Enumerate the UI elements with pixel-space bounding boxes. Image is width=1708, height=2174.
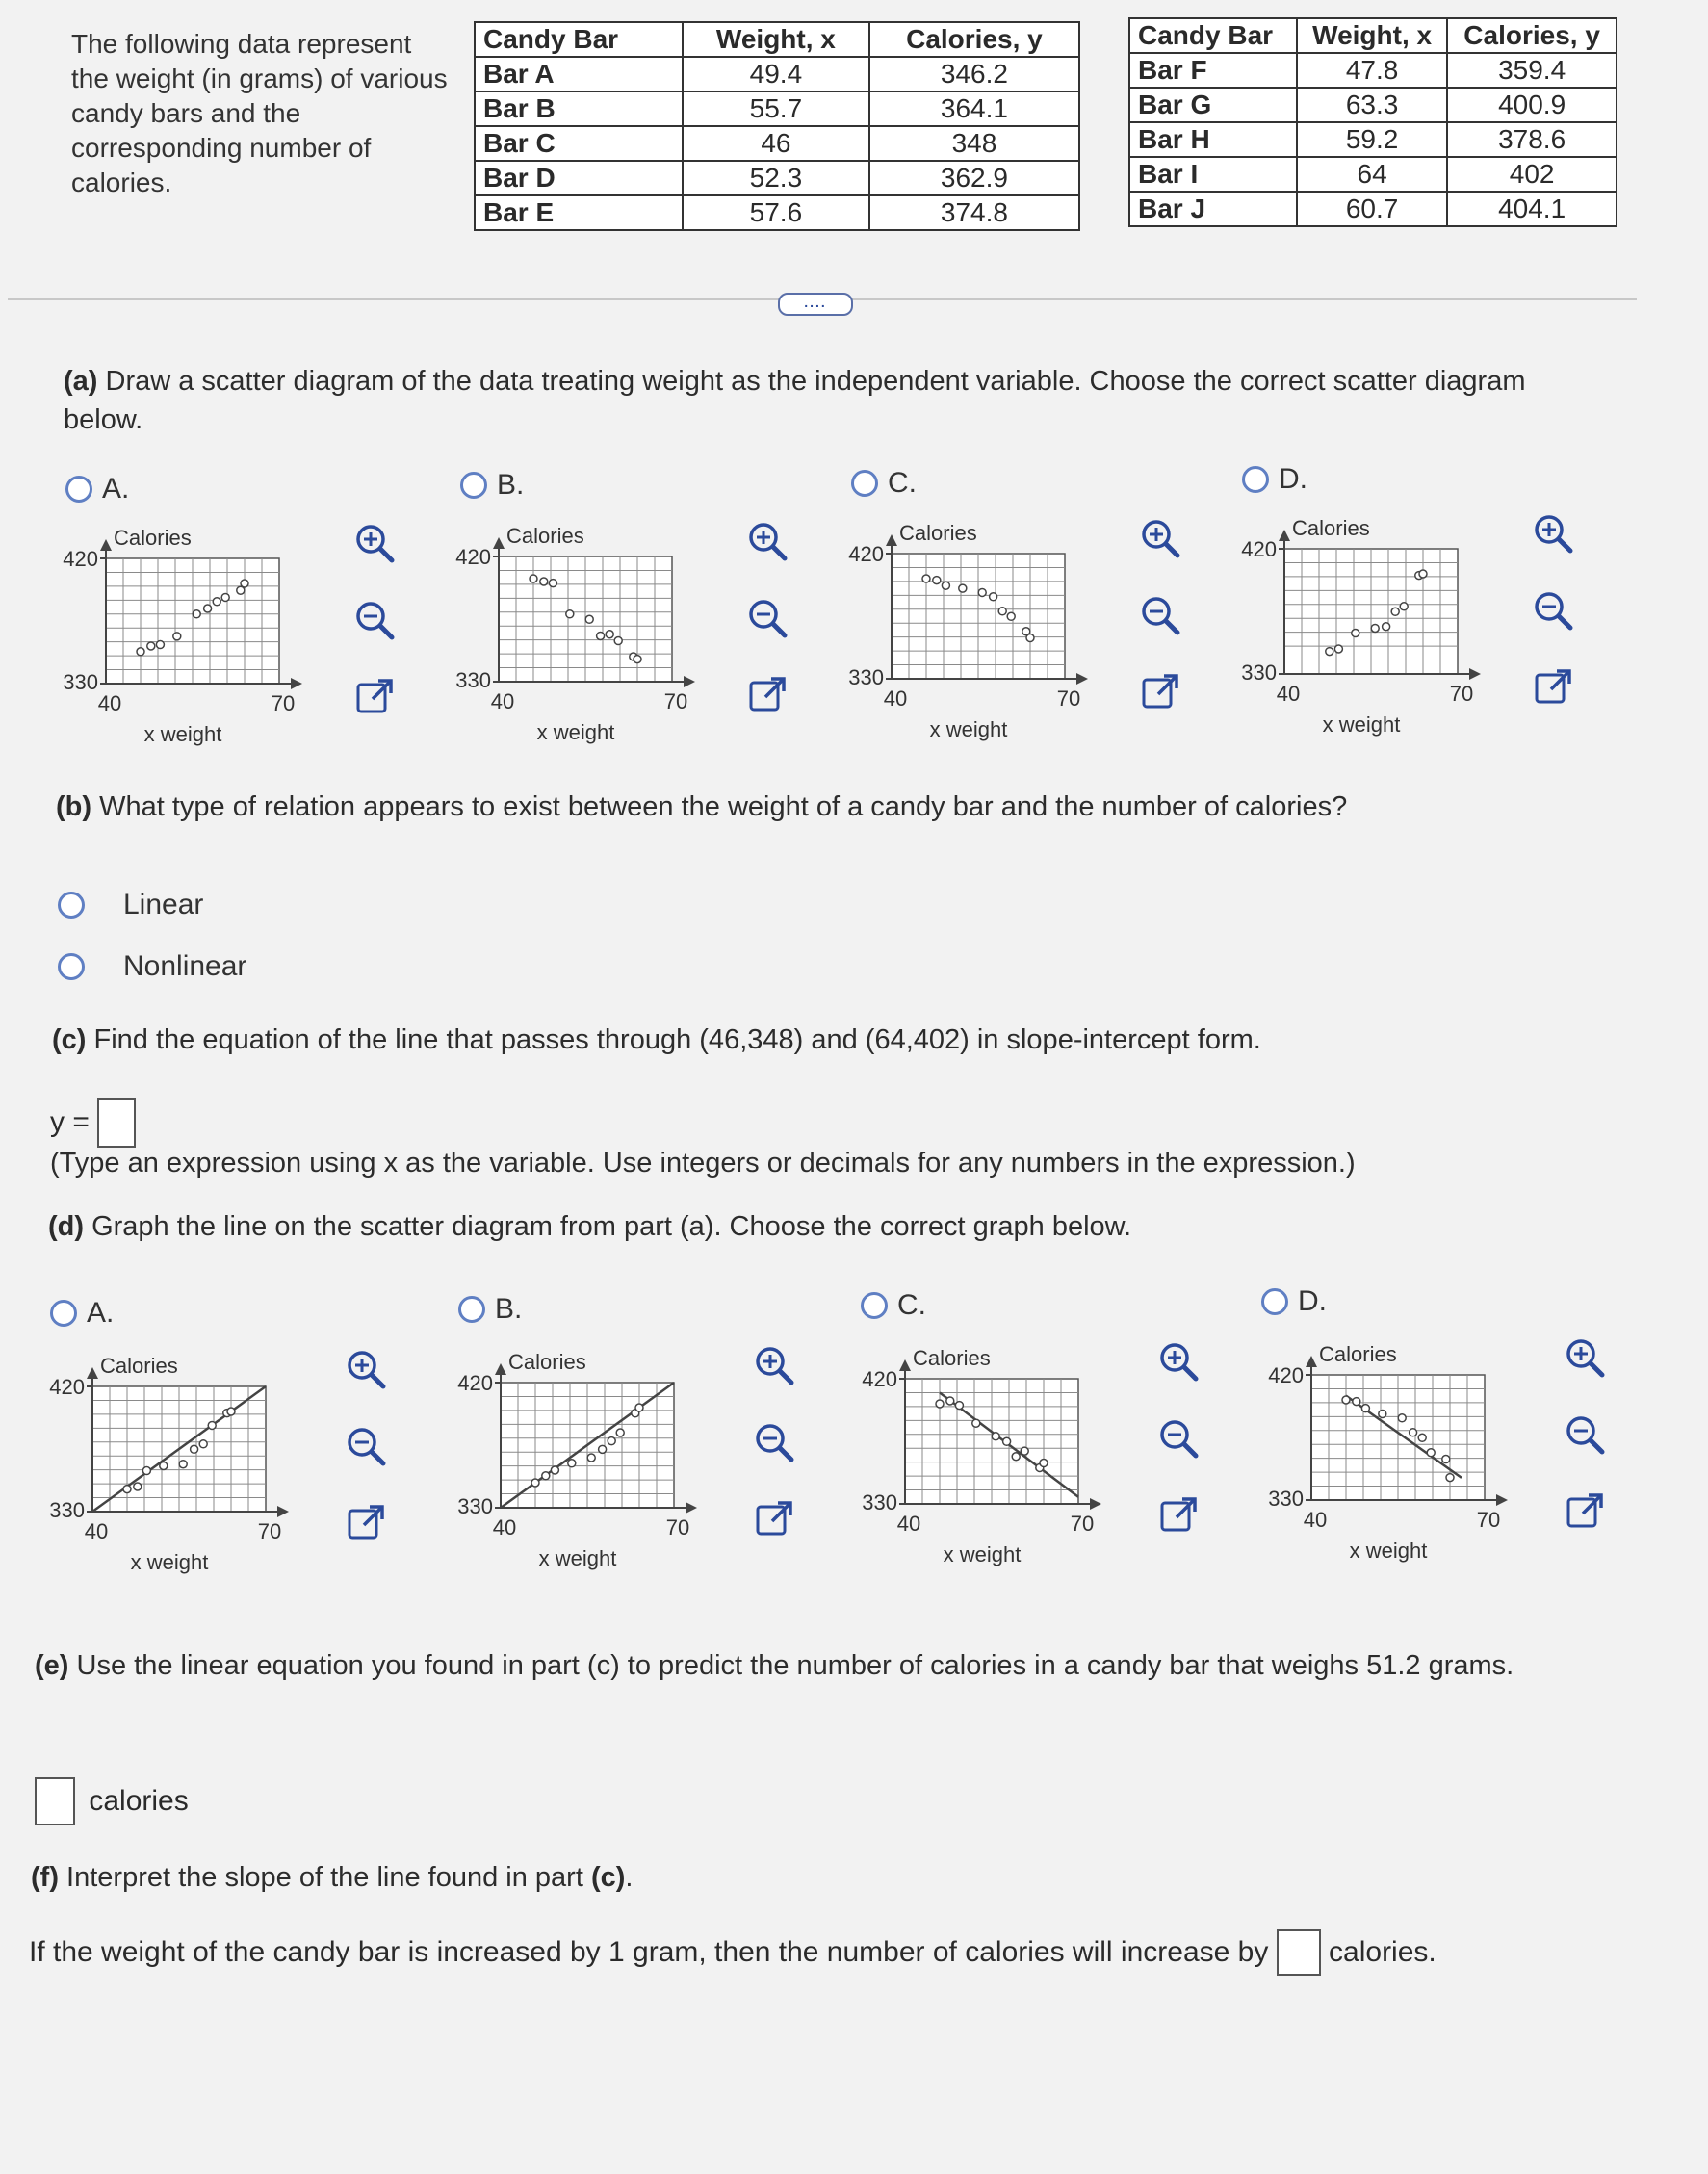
part-b-text: What type of relation appears to exist between the weight of a candy bar and the number of calories? [91,791,1348,822]
y-tick-label: 420 [1268,1363,1304,1387]
data-point [551,1466,558,1474]
part-b-prefix: (b) [56,791,92,822]
y-tick-label: 420 [1241,537,1277,561]
equation-input[interactable] [97,1098,136,1148]
table-cell: 49.4 [683,57,869,91]
magnifier-handle [780,1448,791,1460]
part-e-text: Use the linear equation you found in part (c) to predict the number of calories in a candy bar that weighs 51.2 grams. [68,1650,1514,1681]
part-a-option-b[interactable]: B. [460,468,524,502]
data-point [213,598,220,606]
zoom-in-icon[interactable] [1155,1338,1202,1385]
data-point [1371,624,1379,632]
table-cell: 359.4 [1447,53,1617,88]
x-tick-label: 70 [1070,1512,1095,1536]
data-point [179,1461,187,1468]
part-f-prefix: (f) [31,1862,59,1893]
data-point [990,593,997,601]
y-axis-arrow-icon [1306,1356,1317,1367]
data-point [1379,1410,1386,1417]
data-point [606,631,613,638]
table-cell: 402 [1447,157,1617,192]
y-tick-label: 420 [455,545,491,569]
table-cell: 400.9 [1447,88,1617,122]
calories-input[interactable] [35,1777,75,1825]
table-cell: Bar I [1129,157,1297,192]
open-new-window-icon[interactable] [744,672,790,718]
x-axis-label: x weight [143,722,222,746]
col-header: Calories, y [869,22,1079,57]
x-axis-arrow-icon [291,678,302,689]
x-axis-arrow-icon [1090,1498,1101,1510]
x-tick-label: 70 [1056,686,1081,711]
table-cell: 378.6 [1447,122,1617,157]
open-new-window-icon[interactable] [1562,1488,1608,1535]
data-point [221,593,229,601]
open-new-window-icon[interactable] [1530,664,1576,711]
table-cell: 64 [1297,157,1447,192]
y-axis-label: Calories [913,1346,991,1370]
table-cell: Bar F [1129,53,1297,88]
table-row [475,161,1079,195]
table-cell: 60.7 [1297,192,1447,226]
y-tick-label: 330 [49,1498,85,1522]
data-point [1003,1437,1011,1445]
table-cell: 348 [869,126,1079,161]
part-e-question [35,1646,1614,1685]
col-header: Weight, x [683,22,869,57]
y-axis-arrow-icon [495,1363,506,1375]
part-f-question [31,1858,1571,1897]
data-point [978,588,986,596]
table-row [1129,88,1617,122]
open-new-window-icon[interactable] [343,1500,389,1546]
y-axis-label: Calories [1319,1342,1397,1366]
y-axis-label: Calories [114,526,192,550]
part-d-question [48,1207,1589,1246]
y-tick-label: 420 [49,1375,85,1399]
y-tick-label: 330 [457,1494,493,1518]
radio-icon[interactable] [1261,1288,1288,1315]
data-point [160,1462,168,1469]
slope-sentence [29,1928,1685,1977]
slope-unit: calories. [1329,1936,1436,1969]
table-cell: 57.6 [683,195,869,230]
x-tick-label: 40 [1303,1508,1328,1532]
y-tick-label: 420 [457,1371,493,1395]
data-point [1383,623,1390,631]
part-d-option-d[interactable]: D. [1261,1284,1327,1318]
data-point [1326,648,1333,656]
data-point [1007,612,1015,620]
x-tick-label: 40 [97,691,122,715]
table-cell: 374.8 [869,195,1079,230]
table-cell: Bar B [475,91,683,126]
data-point [1352,630,1359,637]
part-f-text: Interpret the slope of the line found in part [58,1862,591,1893]
data-point [1418,1434,1426,1441]
y-tick-label: 420 [848,542,884,566]
radio-icon[interactable] [861,1292,888,1319]
data-point [542,1472,550,1480]
y-tick-label: 330 [848,665,884,689]
y-tick-label: 330 [63,670,98,694]
magnifier-handle [1591,1363,1602,1375]
x-tick-label: 70 [271,691,296,715]
part-b-question [56,788,1596,826]
zoom-in-icon[interactable] [1137,515,1183,561]
data-point [1391,608,1399,615]
data-point [227,1408,235,1415]
x-tick-label: 70 [665,1515,690,1540]
zoom-in-icon[interactable] [343,1346,389,1392]
part-a-option-c[interactable]: C. [851,466,917,500]
data-point [1026,634,1034,642]
data-point [137,648,144,656]
y-axis-label: Calories [1292,516,1370,540]
magnifier-handle [1184,1444,1196,1456]
open-new-window-icon[interactable] [751,1496,797,1542]
radio-icon[interactable] [50,1300,77,1327]
y-tick-label: 330 [862,1490,897,1514]
magnifier-handle [1166,544,1177,556]
x-tick-label: 40 [1276,682,1301,706]
data-point [972,1419,980,1427]
magnifier-handle [773,547,785,558]
data-point [597,632,605,639]
x-tick-label: 40 [896,1512,921,1536]
data-point [1446,1474,1454,1482]
data-point [608,1437,615,1445]
part-a-question [64,362,1566,439]
y-tick-label: 330 [1241,660,1277,685]
magnifier-handle [1591,1440,1602,1452]
table-row [1129,192,1617,226]
calories-unit: calories [89,1785,189,1817]
x-axis-label: x weight [130,1550,209,1574]
data-point [1334,645,1342,653]
part-c-question [52,1021,1592,1059]
table-row [1129,157,1617,192]
part-c-prefix: (c) [52,1024,87,1055]
x-axis-label: x weight [929,717,1008,741]
data-point [156,641,164,649]
data-point [1353,1398,1360,1406]
radio-icon[interactable] [460,472,487,499]
data-point [1400,603,1408,610]
radio-icon[interactable] [58,953,85,980]
zoom-out-icon[interactable] [351,597,398,643]
data-point [1398,1414,1406,1422]
magnifier-handle [372,1375,383,1386]
y-axis-arrow-icon [100,539,112,551]
y-axis-arrow-icon [899,1359,911,1371]
col-header: Calories, y [1447,18,1617,53]
radio-icon[interactable] [58,892,85,919]
data-point [241,580,248,587]
table-row [1129,122,1617,157]
zoom-out-icon[interactable] [751,1419,797,1465]
slope-sentence-text: If the weight of the candy bar is increased by 1 gram, then the number of calories will increase by [29,1936,1269,1969]
magnifier-handle [372,1452,383,1463]
data-point [992,1433,999,1440]
table-cell: Bar J [1129,192,1297,226]
y-axis-label: Calories [100,1354,178,1378]
data-point [587,1454,595,1462]
y-equals-label: y = [50,1106,90,1138]
zoom-out-icon[interactable] [744,595,790,641]
data-point [199,1440,207,1448]
x-axis-arrow-icon [1469,668,1481,680]
magnifier-handle [1184,1367,1196,1379]
radio-icon[interactable] [458,1296,485,1323]
expand-more-button[interactable]: .... [778,293,853,316]
x-axis-arrow-icon [686,1502,697,1514]
x-axis-label: x weight [1349,1539,1428,1563]
table-row [475,91,1079,126]
y-axis-arrow-icon [886,534,897,546]
zoom-in-icon[interactable] [751,1342,797,1388]
part-b-option-linear[interactable]: Linear [58,888,203,921]
zoom-in-icon[interactable] [744,518,790,564]
table-cell: 364.1 [869,91,1079,126]
part-c-hint: (Type an expression using x as the variable. Use integers or decimals for any numbers in the expression.) [50,1148,1356,1178]
part-f-text-bold: (c) [590,1862,626,1893]
data-point [540,578,548,585]
table-row [475,57,1079,91]
data-point [1442,1456,1450,1463]
data-point [147,642,155,650]
part-d-option-c[interactable]: C. [861,1288,926,1322]
x-axis-label: x weight [1322,712,1401,737]
zoom-out-icon[interactable] [1530,587,1576,634]
part-a-option-a[interactable]: A. [65,472,129,505]
data-point [922,575,930,582]
x-axis-label: x weight [536,720,615,744]
calories-answer-row [35,1777,189,1825]
data-point [942,582,949,589]
y-tick-label: 420 [862,1367,897,1391]
equation-row [50,1098,136,1148]
data-point [959,584,967,592]
data-point [1040,1460,1048,1467]
zoom-in-icon[interactable] [1562,1334,1608,1381]
x-axis-arrow-icon [684,676,695,687]
magnifier-handle [1559,616,1570,628]
data-point [634,656,641,663]
data-point [1342,1396,1350,1404]
part-f-text-end: . [625,1862,634,1893]
data-point [142,1467,150,1475]
col-header: Candy Bar [475,22,683,57]
data-point [933,577,941,584]
part-c-text: Find the equation of the line that passes through (46,348) and (64,402) in slope-intercept form. [86,1024,1261,1055]
data-point [1012,1453,1020,1461]
y-axis-arrow-icon [493,537,505,549]
x-tick-label: 70 [257,1519,282,1543]
x-axis-arrow-icon [277,1506,289,1517]
data-point [1427,1449,1435,1457]
table-row [1129,53,1617,88]
data-point [955,1402,963,1410]
zoom-out-icon[interactable] [1155,1415,1202,1462]
slope-input[interactable] [1277,1929,1321,1976]
table-cell: Bar G [1129,88,1297,122]
magnifier-handle [380,549,392,560]
table-cell: 346.2 [869,57,1079,91]
data-point [134,1483,142,1490]
data-point [936,1400,944,1408]
problem-intro: The following data represent the weight (in grams) of various candy bars and the corresponding number of calories. [71,29,448,197]
y-axis-label: Calories [508,1350,586,1374]
table-cell: Bar D [475,161,683,195]
part-d-text: Graph the line on the scatter diagram from part (a). Choose the correct graph below. [84,1211,1132,1242]
table-row [475,126,1079,161]
data-point [998,608,1006,615]
table-cell: 63.3 [1297,88,1447,122]
x-axis-arrow-icon [1076,673,1088,685]
x-tick-label: 70 [1476,1508,1501,1532]
data-point [585,615,593,623]
table-cell: 46 [683,126,869,161]
data-table-left [474,21,1080,231]
part-e-prefix: (e) [35,1650,69,1681]
x-tick-label: 70 [663,689,688,713]
part-d-prefix: (d) [48,1211,85,1242]
part-a-option-d[interactable]: D. [1242,462,1307,496]
y-axis-arrow-icon [87,1367,98,1379]
table-cell: Bar C [475,126,683,161]
table-cell: 47.8 [1297,53,1447,88]
table-cell: 404.1 [1447,192,1617,226]
data-point [568,1460,576,1467]
data-point [946,1397,954,1405]
y-tick-label: 330 [455,668,491,692]
magnifier-handle [380,626,392,637]
open-new-window-icon[interactable] [1137,669,1183,715]
x-tick-label: 40 [492,1515,517,1540]
x-tick-label: 40 [84,1519,109,1543]
magnifier-handle [773,624,785,635]
part-a-prefix: (a) [64,366,98,397]
data-point [549,580,556,587]
col-header: Weight, x [1297,18,1447,53]
table-row [475,195,1079,230]
data-point [123,1486,131,1493]
radio-icon[interactable] [1242,466,1269,493]
data-point [193,610,200,618]
y-tick-label: 330 [1268,1487,1304,1511]
table-cell: 52.3 [683,161,869,195]
table-cell: 362.9 [869,161,1079,195]
y-axis-label: Calories [506,524,584,548]
zoom-in-icon[interactable] [351,520,398,566]
y-axis-label: Calories [899,521,977,545]
data-point [1021,1447,1028,1455]
data-point [566,610,574,618]
data-table-right [1128,17,1617,227]
zoom-in-icon[interactable] [1530,510,1576,556]
radio-icon[interactable] [851,470,878,497]
x-tick-label: 40 [490,689,515,713]
open-new-window-icon[interactable] [1155,1492,1202,1539]
magnifier-handle [780,1371,791,1383]
y-axis-arrow-icon [1279,530,1290,541]
table-cell: 55.7 [683,91,869,126]
x-axis-label: x weight [943,1542,1022,1566]
part-a-text: Draw a scatter diagram of the data treating weight as the independent variable. Choose the correct scatter diagram below. [64,366,1526,435]
data-point [614,637,622,645]
part-b-option-nonlinear[interactable]: Nonlinear [58,949,246,983]
radio-icon[interactable] [65,476,92,503]
data-point [173,633,181,640]
part-d-option-b[interactable]: B. [458,1292,522,1326]
magnifier-handle [1559,539,1570,551]
zoom-out-icon[interactable] [1137,592,1183,638]
data-point [1410,1429,1417,1436]
data-point [204,605,212,612]
open-new-window-icon[interactable] [351,674,398,720]
table-cell: 59.2 [1297,122,1447,157]
table-cell: Bar E [475,195,683,230]
data-point [208,1421,216,1429]
data-point [599,1445,607,1453]
table-cell: Bar H [1129,122,1297,157]
data-point [635,1404,643,1411]
data-point [531,1479,539,1487]
y-tick-label: 420 [63,547,98,571]
zoom-out-icon[interactable] [343,1423,389,1469]
part-d-option-a[interactable]: A. [50,1296,114,1330]
data-point [191,1445,198,1453]
x-tick-label: 40 [883,686,908,711]
col-header: Candy Bar [1129,18,1297,53]
x-tick-label: 70 [1449,682,1474,706]
x-axis-label: x weight [538,1546,617,1570]
zoom-out-icon[interactable] [1562,1411,1608,1458]
x-axis-arrow-icon [1496,1494,1508,1506]
data-point [1419,570,1427,578]
data-point [616,1429,624,1436]
data-point [1361,1405,1369,1412]
data-point [530,575,537,582]
table-cell: Bar A [475,57,683,91]
magnifier-handle [1166,621,1177,633]
